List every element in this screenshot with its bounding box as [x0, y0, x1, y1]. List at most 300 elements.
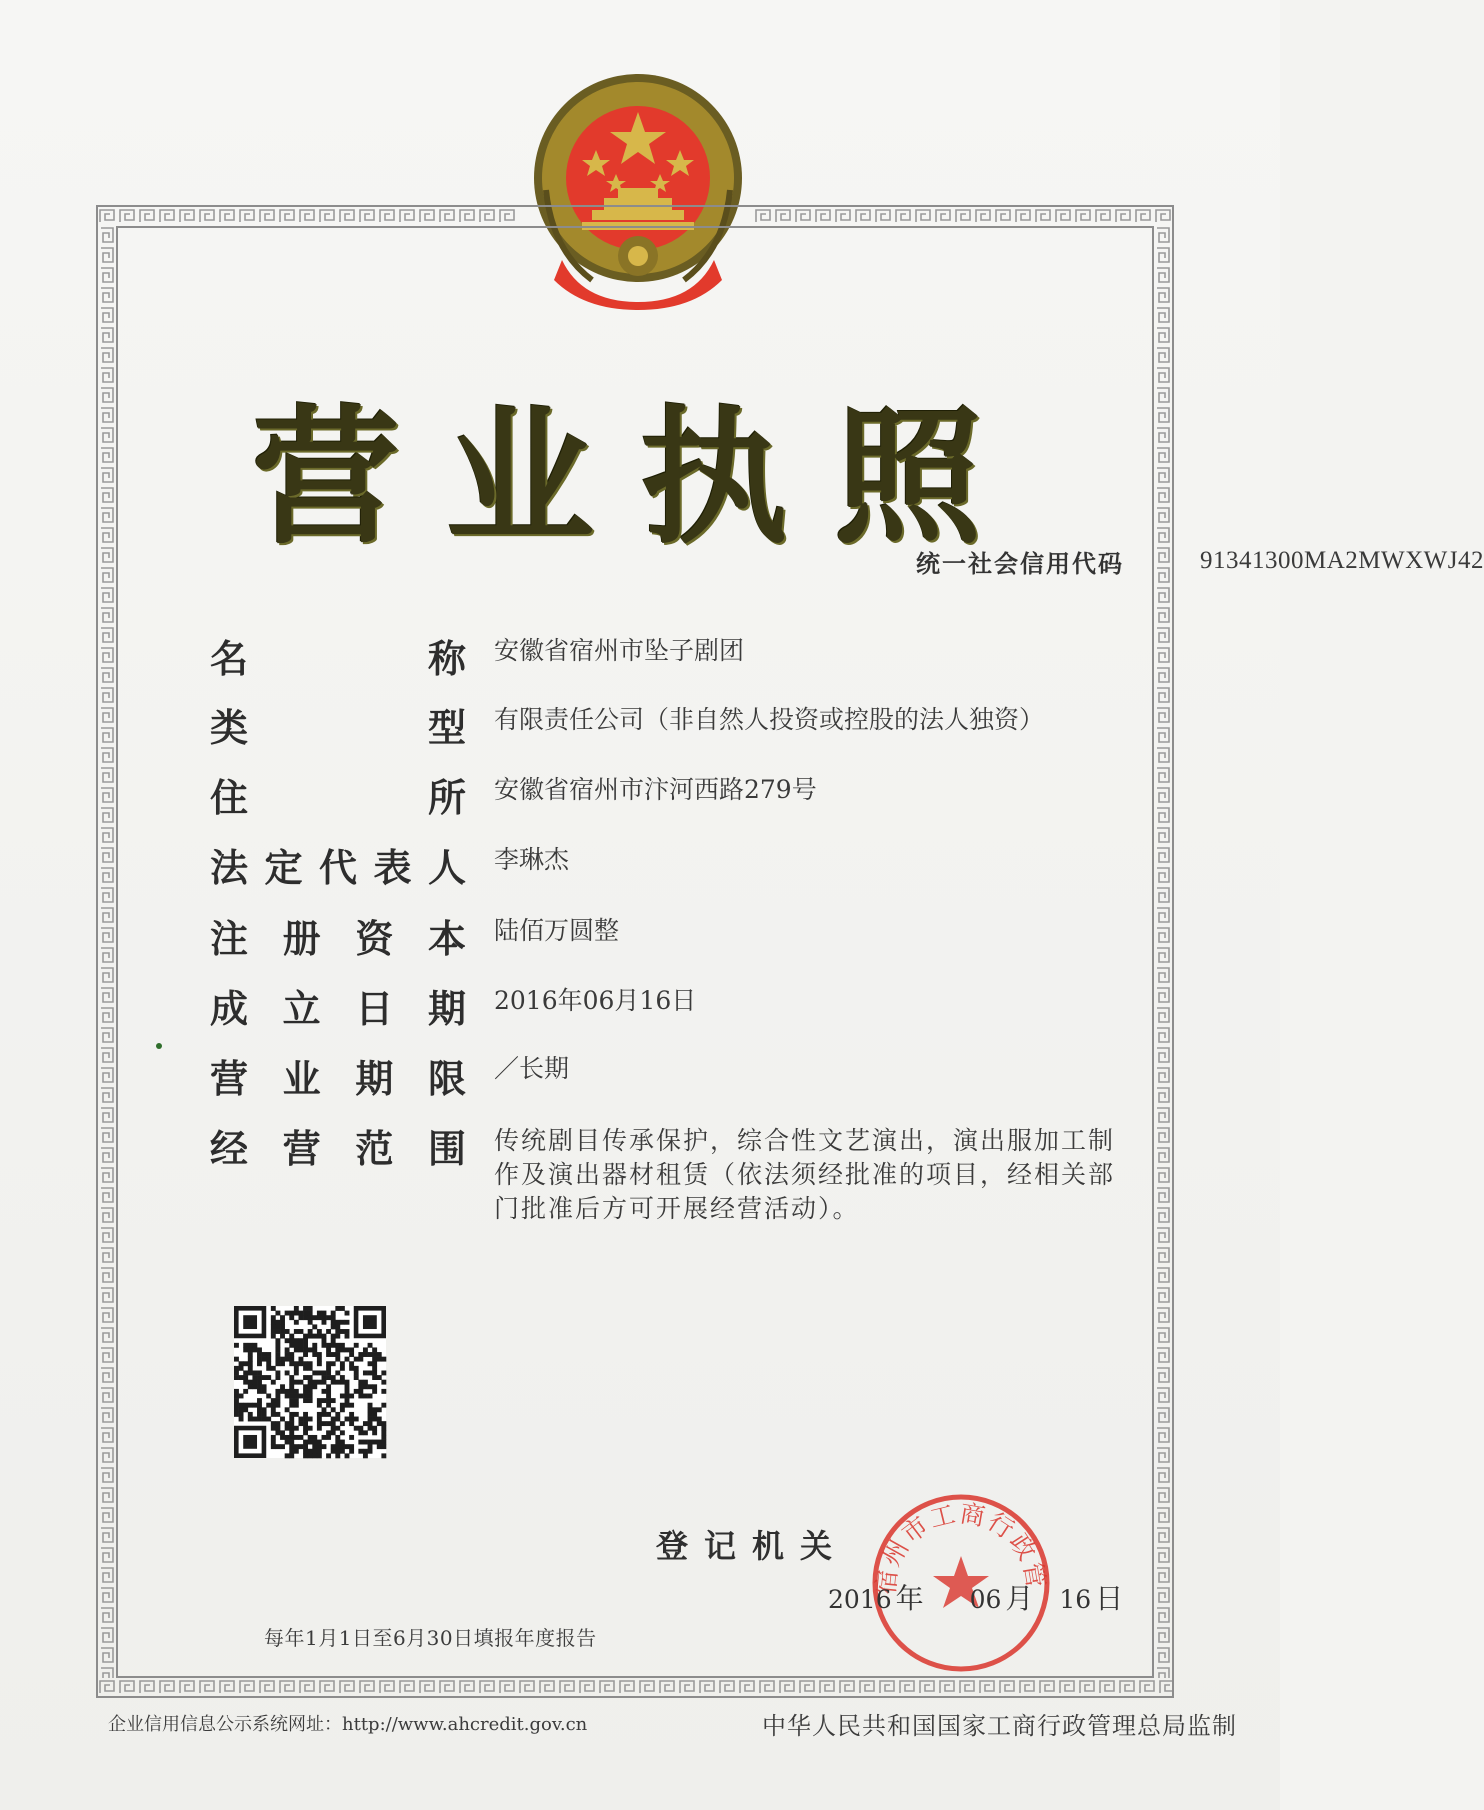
qr-module — [312, 1343, 317, 1348]
qr-module — [303, 1389, 308, 1394]
qr-module — [280, 1430, 285, 1435]
qr-module — [280, 1320, 285, 1325]
qr-module — [308, 1375, 313, 1380]
qr-module — [354, 1357, 359, 1362]
qr-module — [275, 1357, 280, 1362]
qr-module — [354, 1417, 359, 1422]
qr-module — [317, 1352, 322, 1357]
qr-module — [331, 1421, 336, 1426]
qr-module — [303, 1394, 308, 1399]
qr-module — [326, 1375, 331, 1380]
qr-module — [340, 1306, 345, 1311]
qr-module — [289, 1417, 294, 1422]
qr-module — [234, 1398, 239, 1403]
field-value-registered-capital: 陆佰万圆整 — [494, 916, 620, 945]
qr-module — [326, 1315, 331, 1320]
qr-module — [248, 1347, 253, 1352]
unified-credit-code-value: 91341300MA2MWXWJ42 — [1200, 547, 1484, 574]
qr-module — [271, 1334, 276, 1339]
label-char: 本 — [427, 917, 466, 961]
qr-module — [322, 1315, 327, 1320]
qr-module — [377, 1352, 382, 1357]
qr-module — [294, 1329, 299, 1334]
qr-module — [271, 1440, 276, 1445]
qr-module — [289, 1398, 294, 1403]
qr-module — [368, 1449, 373, 1454]
qr-module — [381, 1403, 386, 1408]
qr-module — [308, 1361, 313, 1366]
qr-module — [349, 1361, 354, 1366]
qr-module — [317, 1417, 322, 1422]
qr-module — [322, 1389, 327, 1394]
qr-module — [248, 1361, 253, 1366]
qr-module — [358, 1352, 363, 1357]
qr-module — [252, 1403, 257, 1408]
qr-module — [303, 1412, 308, 1417]
qr-module — [303, 1366, 308, 1371]
qr-module — [294, 1311, 299, 1316]
qr-module — [345, 1444, 350, 1449]
qr-module — [308, 1384, 313, 1389]
qr-module — [345, 1334, 350, 1339]
label-char: 称 — [427, 637, 466, 681]
qr-module — [368, 1440, 373, 1445]
qr-module — [335, 1453, 340, 1458]
field-label — [210, 697, 466, 752]
qr-module — [326, 1370, 331, 1375]
registration-year: 2016 — [828, 1585, 892, 1614]
qr-module — [312, 1435, 317, 1440]
qr-module — [294, 1398, 299, 1403]
qr-module — [312, 1380, 317, 1385]
qr-module — [271, 1444, 276, 1449]
qr-module — [271, 1320, 276, 1325]
qr-module — [317, 1426, 322, 1431]
qr-module — [285, 1426, 290, 1431]
qr-module — [243, 1343, 248, 1348]
day-unit: 日 — [1095, 1582, 1124, 1615]
qr-module — [298, 1361, 303, 1366]
title-char: 营 — [252, 392, 446, 564]
qr-module — [257, 1380, 262, 1385]
qr-module — [354, 1375, 359, 1380]
qr-module — [289, 1440, 294, 1445]
qr-module — [257, 1389, 262, 1394]
qr-module — [262, 1417, 267, 1422]
qr-module — [248, 1357, 253, 1362]
qr-module — [326, 1361, 331, 1366]
label-char: 围 — [427, 1127, 466, 1171]
qr-module — [372, 1384, 377, 1389]
qr-module — [303, 1352, 308, 1357]
qr-module — [381, 1426, 386, 1431]
qr-module — [298, 1380, 303, 1385]
qr-module — [331, 1417, 336, 1422]
qr-module — [349, 1394, 354, 1399]
label-char: 营 — [282, 1127, 321, 1171]
registration-authority-label: 登记机关 — [656, 1527, 849, 1565]
qr-module — [354, 1389, 359, 1394]
qr-module — [358, 1440, 363, 1445]
qr-module — [239, 1361, 244, 1366]
qr-module — [303, 1449, 308, 1454]
qr-module — [368, 1417, 373, 1422]
qr-module — [266, 1394, 271, 1399]
qr-module — [340, 1444, 345, 1449]
field-label — [210, 1048, 466, 1103]
qr-module — [308, 1426, 313, 1431]
qr-module — [358, 1389, 363, 1394]
qr-module — [340, 1449, 345, 1454]
qr-module — [280, 1389, 285, 1394]
qr-module — [381, 1444, 386, 1449]
qr-module — [363, 1380, 368, 1385]
qr-module — [312, 1453, 317, 1458]
registration-month: 06 — [969, 1585, 1002, 1614]
qr-module — [289, 1412, 294, 1417]
qr-module — [345, 1398, 350, 1403]
label-char: 日 — [355, 987, 394, 1031]
qr-module — [340, 1361, 345, 1366]
label-char: 定 — [264, 846, 303, 890]
qr-module — [331, 1444, 336, 1449]
qr-module — [335, 1306, 340, 1311]
qr-module — [289, 1403, 294, 1408]
qr-module — [326, 1453, 331, 1458]
field-label — [210, 837, 466, 892]
qr-module — [345, 1453, 350, 1458]
qr-module — [289, 1375, 294, 1380]
qr-module — [280, 1384, 285, 1389]
qr-module — [252, 1347, 257, 1352]
qr-module — [308, 1398, 313, 1403]
qr-module — [289, 1444, 294, 1449]
qr-module — [294, 1306, 299, 1311]
qr-module — [345, 1417, 350, 1422]
qr-module — [262, 1357, 267, 1362]
qr-module — [275, 1426, 280, 1431]
qr-module — [289, 1311, 294, 1316]
qr-module — [377, 1407, 382, 1412]
qr-module — [303, 1311, 308, 1316]
field-label — [210, 628, 466, 683]
qr-module — [368, 1361, 373, 1366]
qr-module — [326, 1389, 331, 1394]
qr-module — [331, 1334, 336, 1339]
qr-module — [381, 1370, 386, 1375]
qr-module — [345, 1394, 350, 1399]
qr-module — [331, 1426, 336, 1431]
year-unit: 年 — [895, 1582, 924, 1615]
qr-module — [368, 1403, 373, 1408]
qr-module — [262, 1384, 267, 1389]
qr-module — [294, 1338, 299, 1343]
qr-module — [271, 1306, 276, 1311]
qr-module — [372, 1407, 377, 1412]
qr-module — [280, 1417, 285, 1422]
footer-website: 企业信用信息公示系统网址：http://www.ahcredit.gov.cn — [108, 1714, 588, 1735]
qr-module — [257, 1417, 262, 1422]
qr-module — [331, 1430, 336, 1435]
qr-module — [271, 1403, 276, 1408]
field-label — [210, 908, 466, 963]
qr-module — [289, 1430, 294, 1435]
qr-module — [354, 1343, 359, 1348]
qr-module — [275, 1421, 280, 1426]
qr-module — [257, 1370, 262, 1375]
qr-module — [289, 1449, 294, 1454]
qr-module — [280, 1315, 285, 1320]
qr-module — [275, 1320, 280, 1325]
qr-module — [285, 1407, 290, 1412]
qr-module — [308, 1435, 313, 1440]
qr-module — [280, 1357, 285, 1362]
qr-module — [243, 1370, 248, 1375]
qr-module — [303, 1440, 308, 1445]
qr-module — [340, 1366, 345, 1371]
qr-module — [368, 1394, 373, 1399]
label-char: 法 — [210, 846, 249, 890]
qr-module — [248, 1380, 253, 1385]
qr-module — [280, 1435, 285, 1440]
field-value-name: 安徽省宿州市坠子剧团 — [494, 636, 745, 665]
label-char: 型 — [427, 706, 466, 750]
qr-module — [262, 1412, 267, 1417]
qr-module — [363, 1430, 368, 1435]
qr-module — [289, 1315, 294, 1320]
qr-finder — [243, 1315, 257, 1329]
qr-module — [234, 1412, 239, 1417]
qr-module — [271, 1435, 276, 1440]
qr-module — [377, 1357, 382, 1362]
qr-module — [312, 1444, 317, 1449]
qr-module — [275, 1394, 280, 1399]
label-char: 期 — [427, 987, 466, 1031]
qr-module — [345, 1347, 350, 1352]
qr-module — [349, 1352, 354, 1357]
qr-module — [358, 1430, 363, 1435]
qr-module — [340, 1421, 345, 1426]
qr-module — [322, 1380, 327, 1385]
qr-module — [294, 1389, 299, 1394]
qr-module — [234, 1407, 239, 1412]
qr-module — [248, 1403, 253, 1408]
qr-module — [285, 1338, 290, 1343]
qr-module — [363, 1440, 368, 1445]
field-value-address: 安徽省宿州市汴河西路279号 — [494, 775, 817, 804]
qr-module — [234, 1343, 239, 1348]
qr-module — [322, 1421, 327, 1426]
qr-module — [298, 1329, 303, 1334]
qr-module — [294, 1412, 299, 1417]
qr-module — [266, 1417, 271, 1422]
qr-module — [354, 1426, 359, 1431]
fret-pattern-top-left — [98, 207, 518, 225]
qr-module — [331, 1338, 336, 1343]
unified-credit-code — [916, 544, 1484, 579]
qr-module — [252, 1370, 257, 1375]
qr-module — [303, 1430, 308, 1435]
qr-module — [335, 1334, 340, 1339]
qr-module — [266, 1403, 271, 1408]
qr-module — [317, 1370, 322, 1375]
label-char: 所 — [427, 776, 466, 820]
qr-module — [303, 1375, 308, 1380]
qr-module — [354, 1370, 359, 1375]
qr-module — [331, 1407, 336, 1412]
qr-module — [303, 1338, 308, 1343]
qr-module — [294, 1403, 299, 1408]
qr-module — [377, 1375, 382, 1380]
qr-module — [239, 1394, 244, 1399]
qr-module — [234, 1357, 239, 1362]
qr-module — [372, 1417, 377, 1422]
field-label — [210, 767, 466, 822]
qr-module — [294, 1366, 299, 1371]
qr-module — [335, 1324, 340, 1329]
qr-module — [377, 1440, 382, 1445]
qr-module — [377, 1421, 382, 1426]
qr-module — [308, 1449, 313, 1454]
qr-module — [271, 1412, 276, 1417]
qr-module — [368, 1343, 373, 1348]
qr-module — [335, 1412, 340, 1417]
qr-module — [234, 1394, 239, 1399]
qr-module — [239, 1417, 244, 1422]
qr-module — [294, 1435, 299, 1440]
qr-module — [257, 1375, 262, 1380]
qr-module — [340, 1375, 345, 1380]
qr-module — [331, 1398, 336, 1403]
qr-module — [275, 1444, 280, 1449]
qr-module — [239, 1403, 244, 1408]
qr-module — [372, 1366, 377, 1371]
qr-module — [303, 1306, 308, 1311]
qr-module — [317, 1453, 322, 1458]
qr-module — [326, 1384, 331, 1389]
qr-module — [294, 1380, 299, 1385]
qr-module — [349, 1403, 354, 1408]
qr-module — [303, 1347, 308, 1352]
qr-module — [368, 1426, 373, 1431]
qr-module — [275, 1389, 280, 1394]
qr-module — [289, 1453, 294, 1458]
qr-module — [349, 1366, 354, 1371]
qr-module — [262, 1375, 267, 1380]
qr-module — [372, 1440, 377, 1445]
qr-module — [285, 1352, 290, 1357]
qr-module — [322, 1375, 327, 1380]
qr-module — [303, 1421, 308, 1426]
qr-module — [285, 1347, 290, 1352]
qr-module — [271, 1407, 276, 1412]
qr-module — [285, 1421, 290, 1426]
qr-module — [368, 1444, 373, 1449]
qr-module — [275, 1343, 280, 1348]
qr-module — [335, 1380, 340, 1385]
qr-module — [298, 1435, 303, 1440]
qr-module — [289, 1426, 294, 1431]
qr-module — [312, 1370, 317, 1375]
qr-module — [266, 1352, 271, 1357]
qr-module — [368, 1407, 373, 1412]
qr-module — [257, 1352, 262, 1357]
qr-module — [275, 1352, 280, 1357]
qr-module — [363, 1421, 368, 1426]
qr-module — [262, 1389, 267, 1394]
qr-module — [308, 1417, 313, 1422]
qr-module — [275, 1324, 280, 1329]
qr-module — [331, 1380, 336, 1385]
qr-module — [345, 1389, 350, 1394]
qr-module — [372, 1426, 377, 1431]
qr-module — [257, 1412, 262, 1417]
qr-module — [239, 1412, 244, 1417]
qr-module — [312, 1324, 317, 1329]
qr-module — [340, 1343, 345, 1348]
field-label — [210, 978, 466, 1033]
qr-module — [340, 1380, 345, 1385]
qr-module — [312, 1352, 317, 1357]
qr-module — [275, 1329, 280, 1334]
qr-module — [298, 1394, 303, 1399]
qr-module — [335, 1347, 340, 1352]
qr-module — [368, 1412, 373, 1417]
qr-module — [326, 1347, 331, 1352]
qr-module — [312, 1449, 317, 1454]
qr-module — [248, 1343, 253, 1348]
field-label — [210, 1118, 466, 1173]
qr-module — [298, 1311, 303, 1316]
qr-module — [248, 1417, 253, 1422]
qr-module — [345, 1384, 350, 1389]
qr-module — [252, 1417, 257, 1422]
qr-module — [340, 1440, 345, 1445]
qr-module — [308, 1329, 313, 1334]
qr-module — [377, 1444, 382, 1449]
qr-module — [289, 1421, 294, 1426]
qr-module — [266, 1375, 271, 1380]
qr-module — [275, 1347, 280, 1352]
qr-module — [381, 1453, 386, 1458]
qr-module — [372, 1357, 377, 1362]
qr-module — [271, 1421, 276, 1426]
qr-module — [349, 1444, 354, 1449]
qr-module — [335, 1352, 340, 1357]
qr-module — [326, 1430, 331, 1435]
qr-module — [275, 1370, 280, 1375]
qr-module — [340, 1407, 345, 1412]
label-char: 表 — [373, 846, 412, 890]
qr-module — [381, 1430, 386, 1435]
label-char: 成 — [210, 987, 249, 1031]
qr-module — [358, 1357, 363, 1362]
qr-module — [340, 1394, 345, 1399]
qr-module — [322, 1338, 327, 1343]
label-char: 范 — [355, 1127, 394, 1171]
qr-module — [243, 1361, 248, 1366]
qr-module — [289, 1435, 294, 1440]
label-char: 名 — [210, 637, 249, 681]
registration-day: 16 — [1059, 1585, 1092, 1614]
qr-module — [363, 1352, 368, 1357]
qr-module — [358, 1426, 363, 1431]
qr-module — [372, 1375, 377, 1380]
qr-module — [312, 1315, 317, 1320]
qr-module — [363, 1394, 368, 1399]
qr-module — [271, 1380, 276, 1385]
qr-module — [381, 1421, 386, 1426]
